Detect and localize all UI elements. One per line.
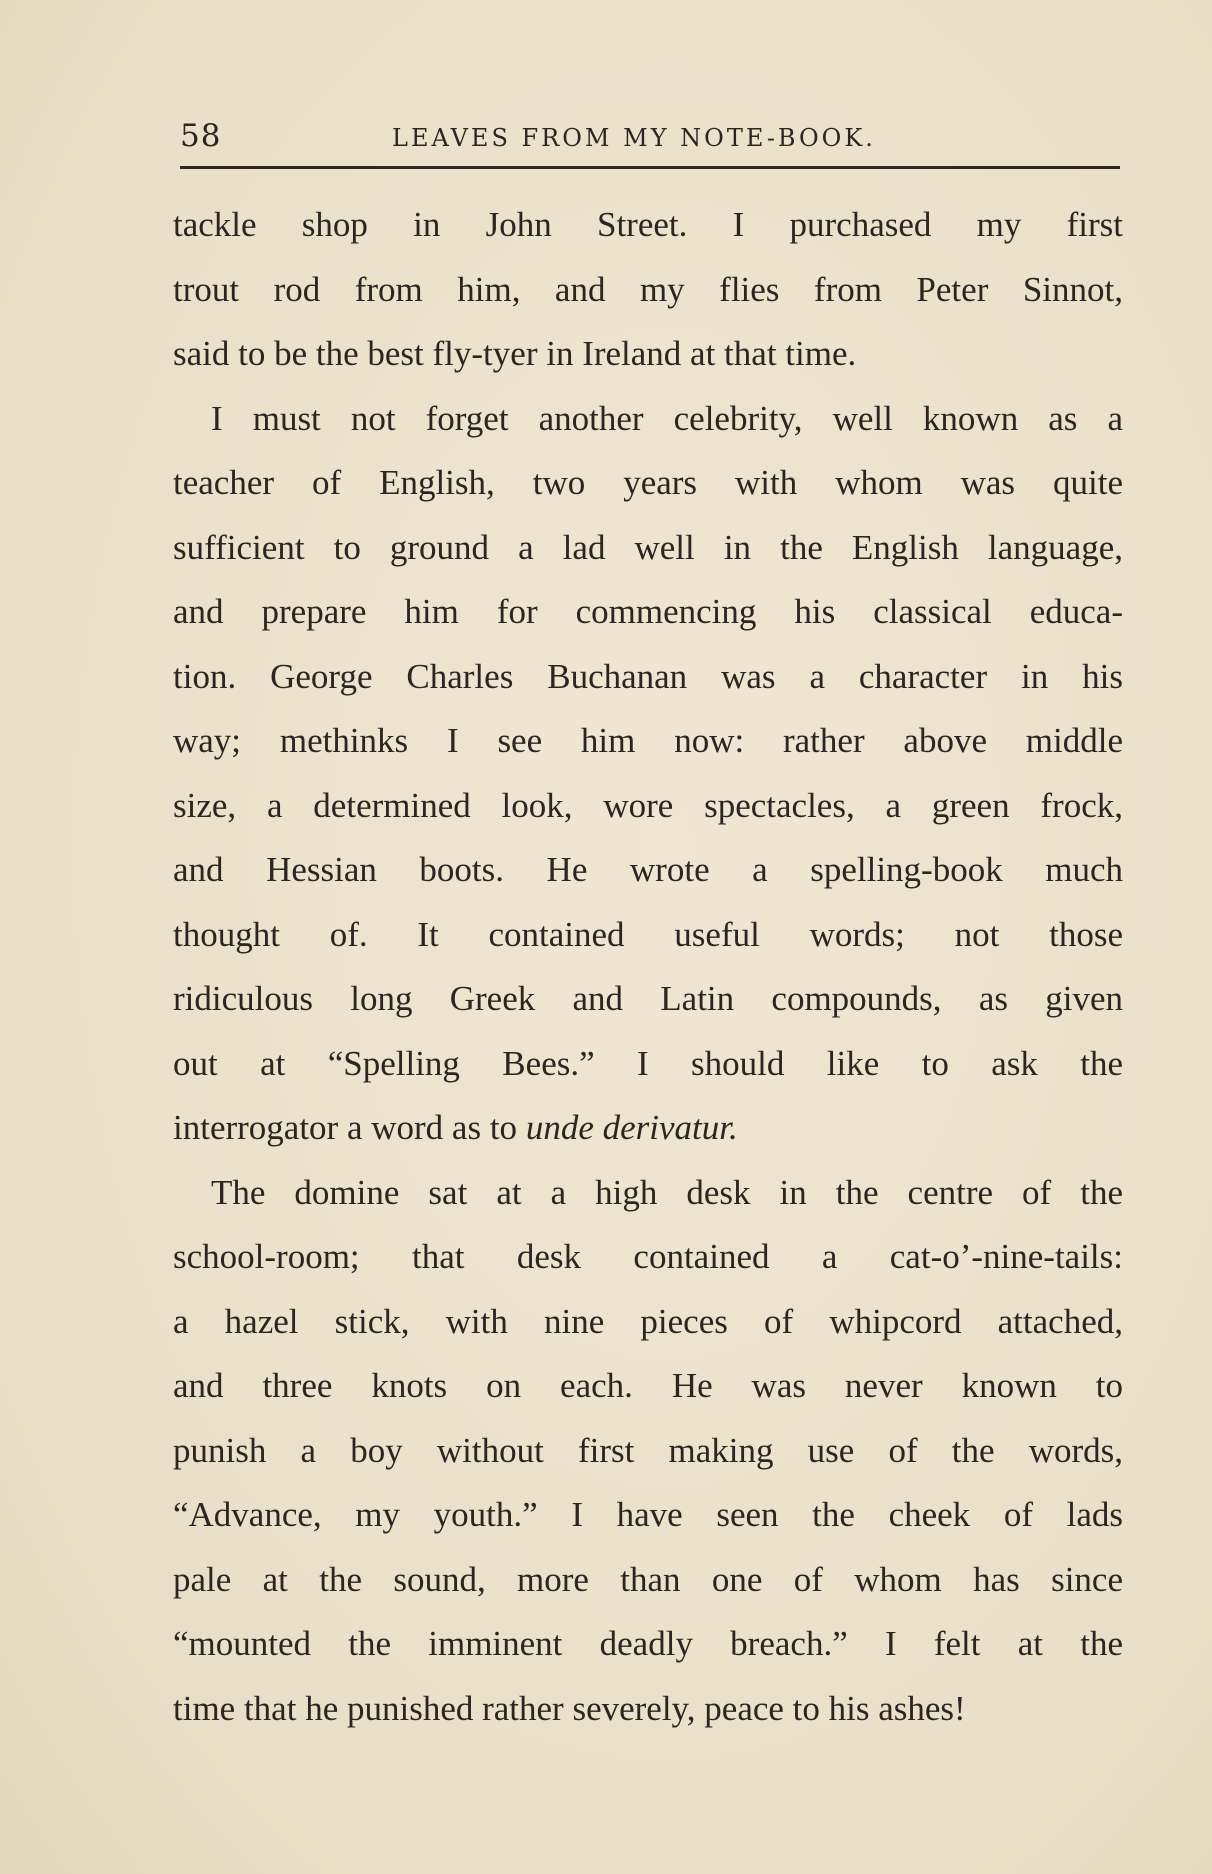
body-text <box>173 193 1123 1741</box>
text-line: “Advance, my youth.” I have seen the cheek of lads <box>173 1495 1123 1534</box>
running-head: LEAVES FROM MY NOTE-BOOK. <box>392 124 876 152</box>
text-line: ridiculous long Greek and Latin compounds, as given <box>173 979 1123 1018</box>
text-line: tion. George Charles Buchanan was a character in his <box>173 656 1123 696</box>
text-line: and prepare him for commencing his classical educa- <box>173 592 1123 631</box>
text-line: sufficient to ground a lad well in the English language, <box>173 527 1123 567</box>
page-number: 58 <box>180 118 222 154</box>
text-line: time that he punished rather severely, peace to his ashes! <box>173 1688 966 1728</box>
text-line: trout rod from him, and my flies from Peter Sinnot, <box>173 269 1123 309</box>
text-line: punish a boy without first making use of the words, <box>173 1430 1123 1470</box>
header-rule <box>180 166 1120 169</box>
text-line: thought of. It contained useful words; not those <box>173 914 1123 954</box>
text-line: said to be the best fly-tyer in Ireland at that time. <box>173 334 857 373</box>
text-line: teacher of English, two years with whom was quite <box>173 463 1123 502</box>
text-line: I must not forget another celebrity, well known as a <box>211 398 1123 438</box>
text-line: way; methinks I see him now: rather above middle <box>173 721 1123 760</box>
text-line: out at “Spelling Bees.” I should like to ask the <box>173 1043 1123 1083</box>
text-line: and Hessian boots. He wrote a spelling-book much <box>173 850 1123 889</box>
page-header <box>180 118 1120 158</box>
text-line: size, a determined look, wore spectacles, a green frock, <box>173 785 1123 825</box>
text-line: and three knots on each. He was never known to <box>173 1366 1123 1405</box>
text-line: tackle shop in John Street. I purchased my first <box>173 205 1123 244</box>
text-line: pale at the sound, more than one of whom has since <box>173 1559 1123 1599</box>
text-line: a hazel stick, with nine pieces of whipcord attached, <box>173 1301 1123 1341</box>
text-line-prefix: interrogator a word as to <box>173 1108 526 1147</box>
latin-phrase: unde derivatur. <box>525 1108 738 1147</box>
text-line: The domine sat at a high desk in the centre of the <box>211 1172 1123 1212</box>
text-line: “mounted the imminent deadly breach.” I felt at the <box>173 1624 1123 1663</box>
text-line: school-room; that desk contained a cat-o’-nine-tails: <box>173 1237 1123 1276</box>
text-line <box>173 1096 1123 1161</box>
